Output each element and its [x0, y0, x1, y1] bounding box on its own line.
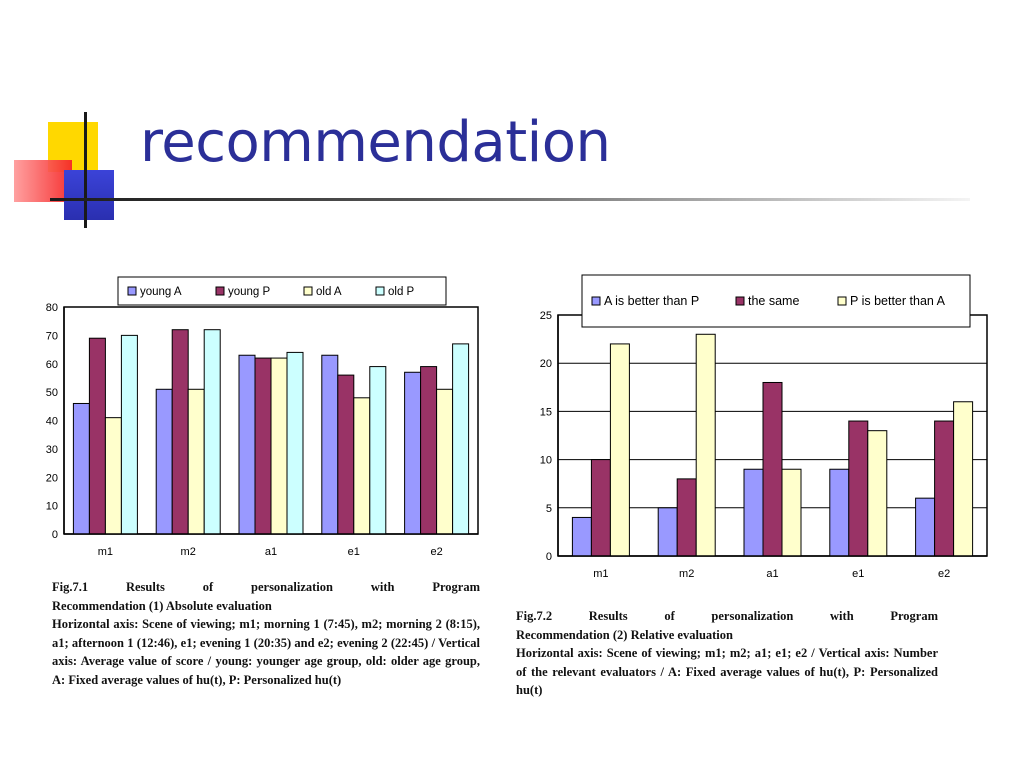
- bar: [156, 389, 172, 534]
- logo-blue-square: [64, 170, 114, 220]
- caption-line: Fig.7.2 Results of personalization with Program: [516, 609, 938, 623]
- x-tick-label: m2: [180, 546, 196, 558]
- bar: [782, 469, 801, 556]
- bar: [868, 431, 887, 556]
- y-tick-label: 0: [51, 529, 58, 541]
- caption-line: Fig.7.1 Results of personalization with Program: [52, 580, 480, 594]
- bar: [935, 421, 954, 556]
- bar: [322, 355, 338, 534]
- x-tick-label: e1: [347, 546, 360, 558]
- figure-7-2-caption: [516, 607, 938, 700]
- figure-7-1-caption: [52, 578, 480, 689]
- bar: [271, 358, 287, 534]
- caption-line: Horizontal axis: Scene of viewing; m1; m2; a1; e1; e2 / Vertical axis: Number of the relevant evaluators / A: Fixed average values of hu(t), P: Personalized hu(t): [516, 646, 938, 697]
- x-tick-label: m1: [97, 546, 114, 558]
- chart-absolute-evaluation: [30, 272, 492, 567]
- y-tick-label: 5: [545, 502, 552, 515]
- y-tick-label: 10: [539, 454, 552, 467]
- y-tick-label: 40: [45, 415, 58, 428]
- y-tick-label: 15: [539, 406, 552, 419]
- legend-swatch: [376, 287, 384, 295]
- bar: [405, 372, 421, 534]
- bar: [338, 375, 354, 534]
- bar: [677, 479, 696, 556]
- legend-label: P is better than A: [850, 294, 945, 308]
- bar: [658, 508, 677, 556]
- bar: [591, 460, 610, 556]
- bar: [105, 418, 121, 534]
- bar: [73, 403, 89, 534]
- y-tick-label: 20: [539, 358, 552, 371]
- y-tick-label: 20: [45, 472, 58, 485]
- slide-title: recommendation: [140, 110, 611, 175]
- legend-label: A is better than P: [604, 294, 700, 308]
- caption-line: Horizontal axis: Scene of viewing; m1; morning 1 (7:45), m2; morning 2 (8:15), a1; afternoon 1 (12:46), e1; evening 1 (20:35) and e2; evening 2 (22:45) / Vertical axis: Average value of score / young: younger age group, old: older age group, A: Fixed average values of hu(t), P: Personalized hu(t): [52, 617, 480, 687]
- y-tick-label: 60: [45, 358, 58, 371]
- bar: [370, 367, 386, 534]
- bar: [849, 421, 868, 556]
- y-tick-label: 50: [45, 387, 58, 400]
- legend-swatch: [128, 287, 136, 295]
- y-tick-label: 10: [45, 500, 58, 513]
- logo-vertical-line: [84, 112, 87, 228]
- legend-swatch: [216, 287, 224, 295]
- legend-swatch: [592, 297, 600, 305]
- x-tick-label: a1: [264, 546, 278, 558]
- x-tick-label: e2: [937, 568, 951, 580]
- y-tick-label: 70: [45, 330, 58, 343]
- x-tick-label: m2: [679, 568, 695, 580]
- bar: [916, 498, 935, 556]
- legend-swatch: [838, 297, 846, 305]
- legend-swatch: [304, 287, 312, 295]
- bar: [763, 382, 782, 556]
- bar: [354, 398, 370, 534]
- legend-label: the same: [748, 294, 800, 308]
- legend-label: young A: [140, 286, 182, 298]
- title-underline: [50, 198, 970, 201]
- bar: [121, 335, 137, 534]
- legend-label: old A: [316, 286, 342, 298]
- bar: [255, 358, 271, 534]
- bar: [610, 344, 629, 556]
- y-tick-label: 25: [539, 310, 552, 322]
- x-tick-label: e1: [852, 568, 865, 580]
- bar: [954, 402, 973, 556]
- bar: [204, 330, 220, 534]
- legend-swatch: [736, 297, 744, 305]
- bar: [421, 367, 437, 534]
- bar: [453, 344, 469, 534]
- y-tick-label: 80: [45, 302, 58, 314]
- x-tick-label: a1: [766, 568, 779, 580]
- caption-line: Recommendation (1) Absolute evaluation: [52, 598, 272, 613]
- y-tick-label: 0: [545, 551, 552, 563]
- y-tick-label: 30: [45, 443, 58, 456]
- bar: [287, 352, 303, 534]
- legend-label: old P: [388, 286, 415, 298]
- x-tick-label: m1: [593, 568, 609, 580]
- bar: [744, 469, 763, 556]
- x-tick-label: e2: [430, 546, 443, 558]
- bar: [696, 334, 715, 556]
- bar: [239, 355, 255, 534]
- chart-relative-evaluation: [505, 270, 1005, 590]
- bar: [188, 389, 204, 534]
- bar: [89, 338, 105, 534]
- bar: [172, 330, 188, 534]
- legend-label: young P: [228, 286, 271, 298]
- caption-line: Recommendation (2) Relative evaluation: [516, 627, 733, 642]
- bar: [437, 389, 453, 534]
- bar: [572, 517, 591, 556]
- bar: [830, 469, 849, 556]
